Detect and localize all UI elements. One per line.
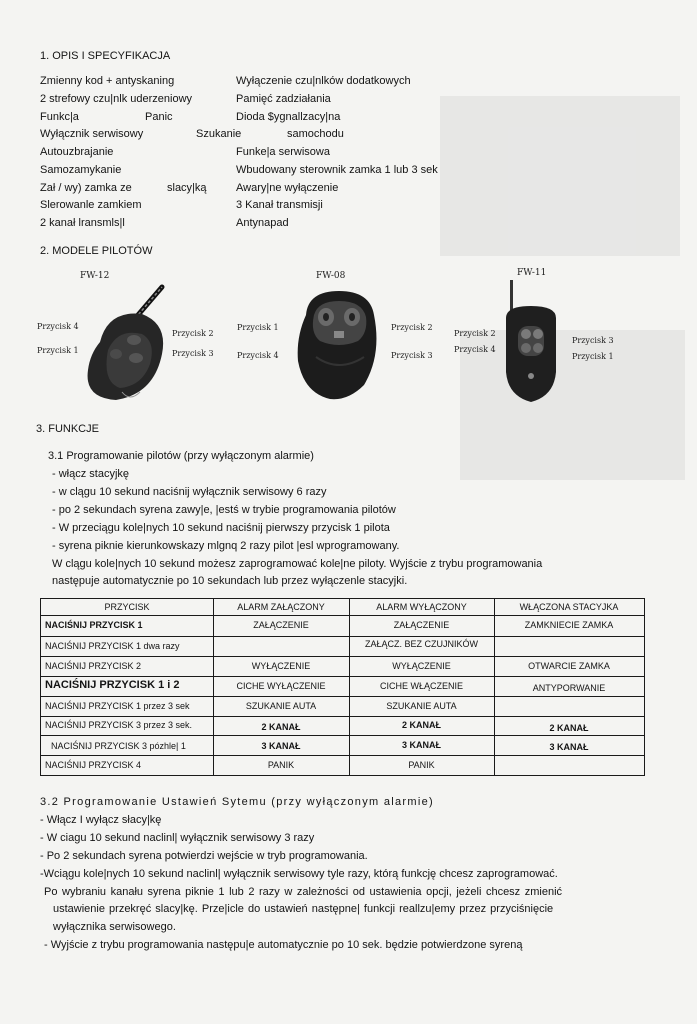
spec-right-6: Wbudowany sterownik zamka 1 lub 3 sek — [236, 164, 438, 176]
table-row-5-button: NACIŚNIJ PRZYCISK 1 przez 3 sek — [45, 701, 190, 711]
table-row-7-ignition: 3 KANAŁ — [549, 742, 589, 752]
s31-line-6: W clągu kole|nych 10 sekund możesz zaprogramować kole|ne piloty. Wyjście z trybu programowania — [52, 558, 543, 570]
table-row-7-armed: 3 KANAŁ — [261, 741, 301, 751]
table-row-4-armed: CICHE WYŁĄCZENIE — [236, 681, 326, 691]
fw11-label-2: Przycisk 2 — [454, 329, 496, 338]
s32-title: 3.2 Programowanie Ustawień Sytemu (przy wyłączonym alarmie) — [40, 796, 434, 808]
fw08-label-2: Przycisk 2 — [391, 323, 433, 332]
spec-left-4: Wyłącznik serwisowy — [40, 128, 144, 140]
fw12-remote-image — [70, 282, 180, 407]
bleed-through-table — [440, 96, 680, 256]
s31-line-7: następuje automatycznie po 10 sekundach lub przez wyłączenle stacyjki. — [52, 575, 408, 587]
s32-line-7: wyłącznika serwisowego. — [53, 921, 176, 933]
fw08-model-name: FW-08 — [316, 271, 346, 281]
table-row-3-disarmed: WYŁĄCZENIE — [392, 661, 451, 671]
fw12-label-2: Przycisk 2 — [172, 329, 214, 338]
spec-right-5: Funke|a serwisowa — [236, 146, 330, 158]
spec-right-1: Wyłączenie czu|nlków dodatkowych — [236, 75, 411, 87]
s32-line-8: - Wyjście z trybu programowania następu|e automatycznie po 10 sek. będzie potwierdzone syreną — [44, 939, 523, 951]
table-row-4-disarmed: CICHE WŁĄCZENIE — [379, 681, 463, 691]
fw11-remote-image — [496, 276, 566, 406]
s32-line-6: ustawienie przekręć slacy|kę. Prze|icle do ustawień następne| funkcji reallzu|emy przez przyciśnięcie — [53, 903, 554, 915]
section2-title: 2. MODELE PILOTÓW — [40, 245, 153, 257]
table-row-1-ignition: ZAMKNIECIE ZAMKA — [524, 620, 614, 630]
spec-left-3-panic: Panic — [145, 111, 173, 123]
table-row-6-armed: 2 KANAŁ — [261, 722, 301, 732]
table-header-alarm-zalaczony: ALARM ZAŁĄCZONY — [237, 602, 325, 612]
spec-right-2: Pamięć zadziałania — [236, 93, 331, 105]
s31-line-4: - W przeciągu kole|nych 10 sekund naciśnij pierwszy przycisk 1 pilota — [52, 522, 390, 534]
spec-left-1: Zmienny kod + antyskaning — [40, 75, 175, 87]
table-row-8-armed: PANIK — [267, 760, 295, 770]
s32-line-1: - Włącz I wyłącz słacy|kę — [40, 814, 162, 826]
s32-line-3: - Po 2 sekundach syrena potwierdzi wejście w tryb programowania. — [40, 850, 368, 862]
fw08-label-1: Przycisk 1 — [237, 323, 279, 332]
spec-left-9: 2 kanał lransmls|l — [40, 217, 125, 229]
table-row-1-button: NACIŚNIJ PRZYCISK 1 — [45, 620, 143, 630]
s31-title: 3.1 Programowanie pilotów (przy wyłączonym alarmie) — [48, 450, 314, 462]
spec-left-5: Autouzbrajanie — [40, 146, 114, 158]
fw12-label-4: Przycisk 4 — [37, 322, 79, 331]
section1-title: 1. OPIS I SPECYFIKACJA — [40, 50, 171, 62]
table-row-7-disarmed: 3 KANAŁ — [401, 740, 441, 750]
fw08-remote-image — [286, 285, 392, 403]
table-row-7-button: NACIŚNIJ PRZYCISK 3 pózhle| 1 — [51, 741, 186, 751]
fw11-label-3: Przycisk 3 — [572, 336, 614, 345]
table-header-stacyjka: WŁĄCZONA STACYJKA — [519, 602, 619, 612]
fw11-label-4: Przycisk 4 — [454, 345, 496, 354]
table-row-3-button: NACIŚNIJ PRZYCISK 2 — [45, 661, 142, 671]
table-row-8-disarmed: PANIK — [408, 760, 435, 770]
table-row-6-disarmed: 2 KANAŁ — [401, 720, 441, 730]
table-row-1-armed: ZAŁĄCZENIE — [253, 620, 309, 630]
s31-line-1: - włącz stacyjkę — [52, 468, 130, 480]
fw12-model-name: FW-12 — [80, 271, 110, 281]
spec-right-8: 3 Kanał transmisji — [236, 199, 323, 211]
s32-line-5: Po wybraniu kanału syrena piknie 1 lub 2 razy w zależności od ustawienia opcji, jeżeli chcesz zmienić — [44, 886, 563, 898]
table-header-alarm-wylaczony: ALARM WYŁĄCZONY — [376, 602, 467, 612]
spec-left-4-szukanie: Szukanie — [196, 128, 242, 140]
spec-left-7-slacy: slacy|ką — [167, 182, 207, 194]
spec-left-7: Zał / wy) zamka ze — [40, 182, 132, 194]
fw12-label-3: Przycisk 3 — [172, 349, 214, 358]
table-row-1-disarmed: ZAŁĄCZENIE — [393, 620, 450, 630]
table-row-8-button: NACIŚNIJ PRZYCISK 4 — [45, 760, 142, 770]
spec-left-8: Slerowanle zamkiem — [40, 199, 142, 211]
table-row-5-armed: SZUKANIE AUTA — [245, 701, 317, 711]
fw12-label-1: Przycisk 1 — [37, 346, 79, 355]
fw11-model-name: FW-11 — [517, 268, 547, 278]
spec-right-3: Dioda $ygnallzacy|na — [236, 111, 341, 123]
table-header-przycisk: PRZYCISK — [104, 602, 150, 612]
table-row-4-ignition: ANTYPORWANIE — [532, 683, 606, 693]
fw11-label-1: Przycisk 1 — [572, 352, 614, 361]
table-row-4-button: NACIŚNIJ PRZYCISK 1 i 2 — [45, 679, 180, 691]
table-row-2-disarmed: ZAŁĄCZ. BEZ CZUJNIKÓW — [364, 639, 478, 649]
s31-line-2: - w clągu 10 sekund naciśnij wyłącznik serwisowy 6 razy — [52, 486, 327, 498]
table-row-5-disarmed: SZUKANIE AUTA — [386, 701, 457, 711]
s32-line-2: - W ciagu 10 sekund naclinl| wyłącznik serwisowy 3 razy — [40, 832, 315, 844]
function-table — [40, 598, 645, 776]
fw08-label-3: Przycisk 3 — [391, 351, 433, 360]
s31-line-5: - syrena piknie kierunkowskazy mlgnq 2 razy pilot |esl wprogramowany. — [52, 540, 400, 552]
spec-left-3: Funkc|a — [40, 111, 79, 123]
spec-right-4: samochodu — [287, 128, 344, 140]
table-row-6-button: NACIŚNIJ PRZYCISK 3 przez 3 sek. — [45, 720, 193, 730]
spec-left-2: 2 strefowy czu|nlk uderzeniowy — [40, 93, 193, 105]
spec-right-9: Antynapad — [236, 217, 289, 229]
table-row-6-ignition: 2 KANAŁ — [549, 723, 589, 733]
s32-line-4: -Wciągu kole|nych 10 sekund naclinl| wyłącznik serwisowy tyle razy, którą funkcję chcesz zaprogramować. — [40, 868, 558, 880]
table-row-3-armed: WYŁĄCZENIE — [251, 661, 311, 671]
s31-line-3: - po 2 sekundach syrena zawy|e, |estś w trybie programowania pilotów — [52, 504, 396, 516]
spec-right-7: Awary|ne wyłączenie — [236, 182, 339, 194]
table-row-3-ignition: OTWARCIE ZAMKA — [528, 661, 610, 671]
fw08-label-4: Przycisk 4 — [237, 351, 279, 360]
spec-left-6: Samozamykanie — [40, 164, 122, 176]
section3-title: 3. FUNKCJE — [36, 423, 99, 435]
table-row-2-button: NACIŚNIJ PRZYCISK 1 dwa razy — [45, 641, 180, 651]
